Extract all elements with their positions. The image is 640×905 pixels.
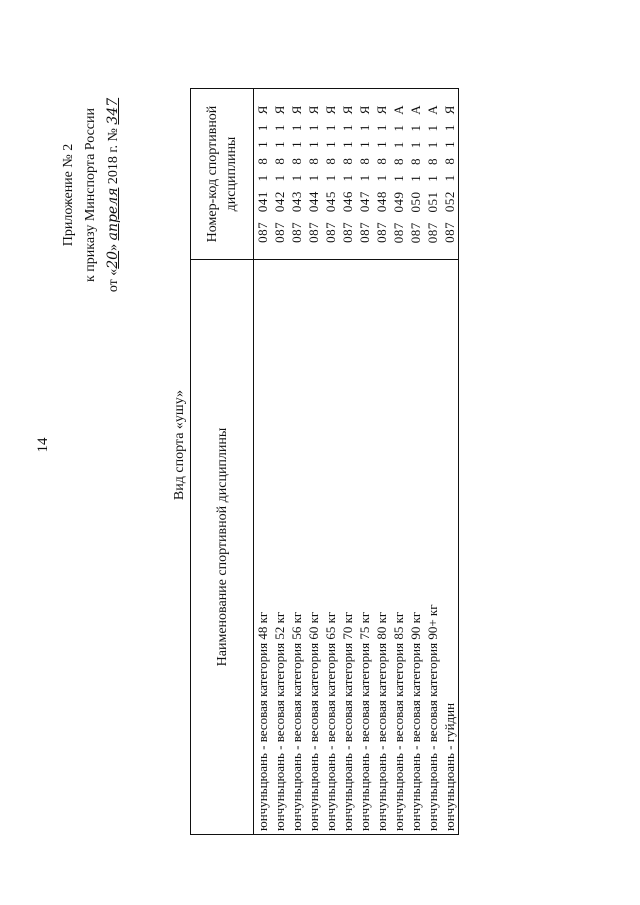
discipline-name: юнчуньцюань - весовая категория 70 кг	[339, 260, 356, 835]
discipline-code: 087 043 1 8 1 1 Я	[288, 89, 305, 260]
table-row	[254, 89, 272, 835]
date-year: 2018 г. №	[106, 128, 121, 185]
sport-title: Вид спорта «ушу»	[172, 389, 187, 501]
discipline-name: юнчуньцюань - весовая категория 85 кг	[390, 260, 407, 835]
discipline-name: юнчуньцюань - весовая категория 60 кг	[305, 260, 322, 835]
discipline-code: 087 051 1 8 1 1 А	[424, 89, 441, 260]
table-row	[322, 89, 339, 835]
discipline-name: юнчуньцюань - весовая категория 56 кг	[288, 260, 305, 835]
date-month: апреля	[105, 187, 121, 241]
discipline-code: 087 050 1 8 1 1 А	[407, 89, 424, 260]
table-row	[271, 89, 288, 835]
discipline-code: 087 045 1 8 1 1 Я	[322, 89, 339, 260]
discipline-code: 087 042 1 8 1 1 Я	[271, 89, 288, 260]
appendix-header	[58, 25, 125, 365]
discipline-code: 087 047 1 8 1 1 Я	[356, 89, 373, 260]
table-row	[356, 89, 373, 835]
discipline-code: 087 048 1 8 1 1 Я	[373, 89, 390, 260]
discipline-code: 087 044 1 8 1 1 Я	[305, 89, 322, 260]
appendix-title: Приложение № 2	[61, 143, 76, 247]
table-row	[390, 89, 407, 835]
header-discipline-code: Номер-код спортивной дисциплины	[191, 89, 254, 260]
table-header-row	[191, 89, 254, 835]
table-row	[424, 89, 441, 835]
discipline-name: юнчуньцюань - весовая категория 48 кг	[254, 260, 272, 835]
table-body	[254, 89, 459, 835]
table-row	[339, 89, 356, 835]
disciplines-table	[190, 88, 459, 835]
table-row	[441, 89, 459, 835]
date-prefix: от «	[106, 268, 121, 293]
page-number: 14	[35, 437, 51, 453]
appendix-order-ref: к приказу Минспорта России	[83, 108, 98, 282]
table-row	[288, 89, 305, 835]
discipline-code: 087 041 1 8 1 1 Я	[254, 89, 272, 260]
discipline-name: юнчуньцюань - гуйдин	[441, 260, 459, 835]
discipline-code: 087 046 1 8 1 1 Я	[339, 89, 356, 260]
discipline-name: юнчуньцюань - весовая категория 90+ кг	[424, 260, 441, 835]
date-mid: »	[106, 243, 121, 251]
date-day: 20	[105, 250, 121, 269]
discipline-name: юнчуньцюань - весовая категория 52 кг	[271, 260, 288, 835]
order-number: 347	[105, 97, 121, 125]
appendix-date-line	[102, 25, 125, 365]
table-row	[373, 89, 390, 835]
discipline-name: юнчуньцюань - весовая категория 75 кг	[356, 260, 373, 835]
discipline-name: юнчуньцюань - весовая категория 90 кг	[407, 260, 424, 835]
discipline-name: юнчуньцюань - весовая категория 65 кг	[322, 260, 339, 835]
table-row	[305, 89, 322, 835]
discipline-code: 087 052 1 8 1 1 Я	[441, 89, 459, 260]
discipline-name: юнчуньцюань - весовая категория 80 кг	[373, 260, 390, 835]
header-discipline-name: Наименование спортивной дисциплины	[191, 260, 254, 835]
table-row	[407, 89, 424, 835]
discipline-code: 087 049 1 8 1 1 А	[390, 89, 407, 260]
